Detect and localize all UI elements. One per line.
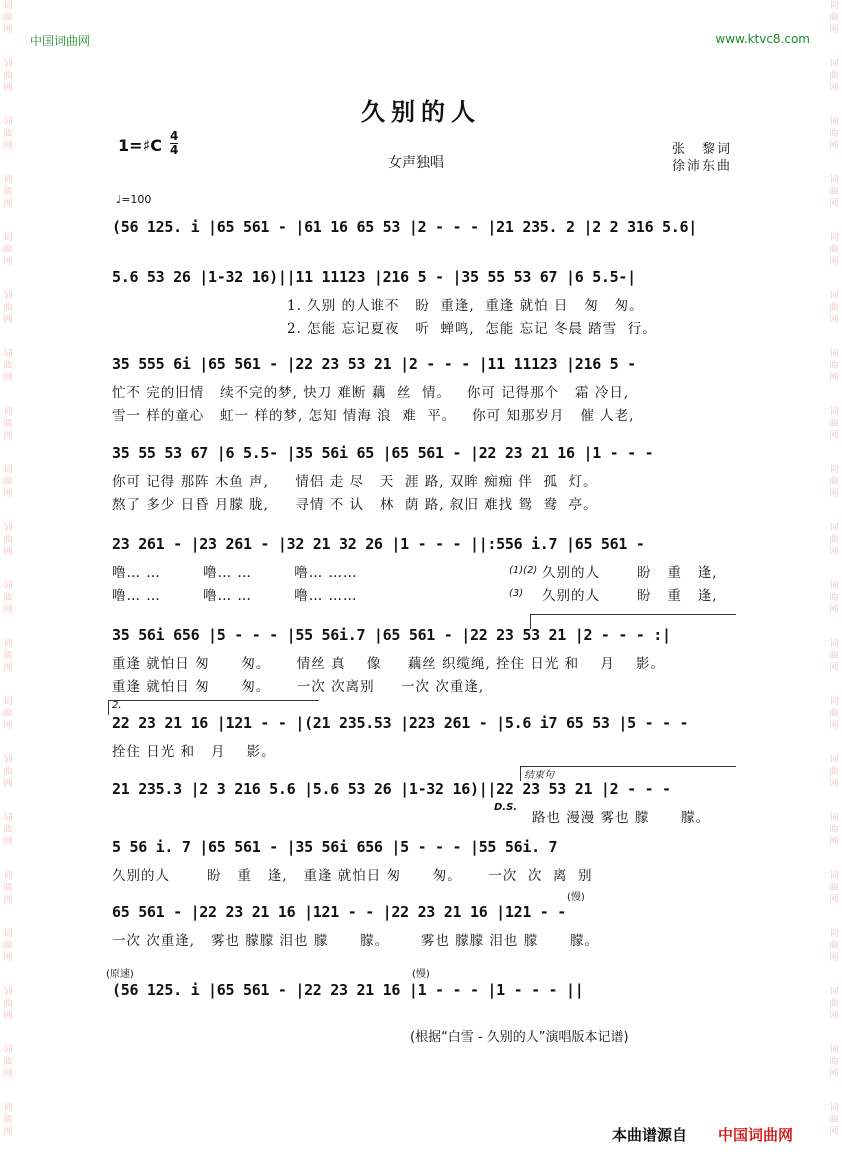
- watermark-text: 词曲网: [829, 813, 839, 847]
- watermark-text: 词曲网: [829, 697, 839, 731]
- lyric-line-7: 拴住 日光 和 月 影。: [112, 744, 276, 760]
- notes-line-3: 35 555 6i |65 561 - |22 23 53 21 |2 - - - |11 11123 |216 5 -: [112, 355, 636, 373]
- watermark-text: 词曲网: [829, 755, 839, 789]
- tempo-marking: ♩=100: [116, 193, 152, 206]
- lyric-line-8: 路也 漫漫 雾也 朦 朦。: [532, 810, 711, 826]
- notes-line-2: 5.6 53 26 |1-32 16)||11 11123 |216 5 - |35 55 53 67 |6 5.5-|: [112, 268, 636, 286]
- song-title: 久别的人: [361, 97, 481, 126]
- watermark-text: 词曲网: [3, 755, 13, 789]
- lyric-line-3-verse2: 雪一 样的童心 虹一 样的梦, 怎知 情海 浪 难 平。 你可 知那岁月 催 人老,: [112, 408, 635, 424]
- lyric-line-5-verse1: 噜… … 噜… … 噜… ……: [112, 565, 358, 581]
- watermark-text: 词曲网: [829, 581, 839, 615]
- notes-line-7: 22 23 21 16 |121 - - |(21 235.53 |223 261 - |5.6 i7 65 53 |5 - - -: [112, 714, 689, 732]
- right-watermark-strip: [826, 0, 842, 1160]
- time-signature: [170, 130, 178, 157]
- time-top: 4: [170, 129, 179, 143]
- lyric-line-6-verse1: 重逢 就怕日 匆 匆。 情丝 真 像 藕丝 织缆绳, 拴住 日光 和 月 影。: [112, 656, 665, 672]
- time-bottom: 4: [170, 143, 179, 157]
- watermark-text: 词曲网: [3, 1045, 13, 1079]
- watermark-text: 词曲网: [829, 407, 839, 441]
- watermark-text: 词曲网: [3, 581, 13, 615]
- lyric-line-4-verse1: 你可 记得 那阵 木鱼 声, 情侣 走 尽 天 涯 路, 双眸 痴痴 伴 孤 灯。: [112, 474, 598, 490]
- watermark-text: 词曲网: [829, 987, 839, 1021]
- watermark-text: 词曲网: [829, 175, 839, 209]
- notes-line-11: (56 125. i |65 561 - |22 23 21 16 |1 - - - |1 - - - ||: [112, 981, 584, 999]
- composer-credit: 徐沛东曲: [672, 159, 733, 174]
- watermark-text: 词曲网: [829, 929, 839, 963]
- coda-label: 结束句: [524, 770, 554, 781]
- watermark-text: 词曲网: [3, 465, 13, 499]
- watermark-text: 词曲网: [3, 987, 13, 1021]
- watermark-text: 词曲网: [3, 639, 13, 673]
- watermark-text: 词曲网: [3, 523, 13, 557]
- notes-line-9: 5 56 i. 7 |65 561 - |35 56i 656 |5 - - - |55 56i. 7: [112, 838, 558, 856]
- watermark-text: 词曲网: [829, 233, 839, 267]
- notes-line-1: (56 125. i |65 561 - |61 16 65 53 |2 - - - |21 235. 2 |2 2 316 5.6|: [112, 218, 697, 236]
- notes-line-8: 21 235.3 |2 3 216 5.6 |5.6 53 26 |1-32 16)||22 23 53 21 |2 - - -: [112, 780, 671, 798]
- watermark-text: 词曲网: [829, 117, 839, 151]
- notes-line-10: 65 561 - |22 23 21 16 |121 - - |22 23 21 16 |121 - -: [112, 903, 567, 921]
- lyric-line-2-verse1: 1. 久别 的人谁不 盼 重逢, 重逢 就怕 日 匆 匆。: [287, 298, 644, 314]
- watermark-text: 词曲网: [829, 523, 839, 557]
- source-brand-link[interactable]: 中国词曲网: [718, 1126, 794, 1144]
- watermark-text: 词曲网: [3, 1, 13, 35]
- watermark-text: 词曲网: [829, 291, 839, 325]
- watermark-text: 词曲网: [3, 349, 13, 383]
- notes-line-5: 23 261 - |23 261 - |32 21 32 26 |1 - - - ||:556 i.7 |65 561 -: [112, 535, 645, 553]
- dal-segno-mark: D.S.: [494, 802, 518, 813]
- verse-marker-12: (1)(2): [509, 565, 538, 576]
- watermark-text: 词曲网: [3, 59, 13, 93]
- watermark-text: 词曲网: [3, 291, 13, 325]
- notes-line-6: 35 56i 656 |5 - - - |55 56i.7 |65 561 - |22 23 53 21 |2 - - - :|: [112, 626, 671, 644]
- watermark-text: 词曲网: [3, 117, 13, 151]
- watermark-text: 词曲网: [3, 407, 13, 441]
- lyric-line-9: 久别的人 盼 重 逢, 重逢 就怕日 匆 匆。 一次 次 离 别: [112, 868, 593, 884]
- alt-lyric-1: 久别的人 盼 重 逢,: [542, 565, 718, 581]
- watermark-text: 词曲网: [3, 813, 13, 847]
- lyric-line-4-verse2: 熬了 多少 日昏 月朦 胧, 寻情 不 认 林 荫 路, 叙旧 难找 鸳 鸯 亭。: [112, 497, 598, 513]
- alt-lyric-2: 久别的人 盼 重 逢,: [542, 588, 718, 604]
- slow-marking-2: (慢): [412, 969, 430, 980]
- watermark-text: 词曲网: [829, 1103, 839, 1137]
- watermark-text: 词曲网: [3, 175, 13, 209]
- site-name-link[interactable]: 中国词曲网: [30, 34, 91, 48]
- volta-2-label: 2.: [112, 700, 122, 711]
- source-label: 本曲谱源自: [612, 1126, 688, 1144]
- watermark-text: 词曲网: [829, 871, 839, 905]
- lyric-line-3-verse1: 忙不 完的旧情 续不完的梦, 快刀 难断 藕 丝 情。 你可 记得那个 霜 冷日,: [112, 385, 630, 401]
- lyricist-credit: 张 黎词: [672, 142, 733, 157]
- watermark-text: 词曲网: [3, 929, 13, 963]
- verse-marker-3: (3): [509, 588, 524, 599]
- left-watermark-strip: [0, 0, 16, 1160]
- watermark-text: 词曲网: [829, 1, 839, 35]
- watermark-text: 词曲网: [3, 233, 13, 267]
- watermark-text: 词曲网: [3, 697, 13, 731]
- watermark-text: 词曲网: [829, 639, 839, 673]
- watermark-text: 词曲网: [829, 1045, 839, 1079]
- original-tempo-marking: (原速): [106, 969, 134, 980]
- key-signature: 1=♯C: [118, 136, 163, 155]
- slow-marking-1: (慢): [567, 892, 585, 903]
- notes-line-4: 35 55 53 67 |6 5.5- |35 56i 65 |65 561 - |22 23 21 16 |1 - - -: [112, 444, 654, 462]
- lyric-line-2-verse2: 2. 怎能 忘记夏夜 听 蝉鸣, 怎能 忘记 冬晨 踏雪 行。: [287, 321, 657, 337]
- volta-2-bracket: [108, 700, 319, 715]
- transcription-note: (根据“白雪 - 久别的人”演唱版本记谱): [410, 1030, 629, 1045]
- lyric-line-6-verse2: 重逢 就怕日 匆 匆。 一次 次离别 一次 次重逢,: [112, 679, 485, 695]
- lyric-line-10: 一次 次重逢, 雾也 朦朦 泪也 朦 朦。 雾也 朦朦 泪也 朦 朦。: [112, 933, 599, 949]
- watermark-text: 词曲网: [829, 349, 839, 383]
- site-url-link[interactable]: www.ktvc8.com: [715, 32, 810, 46]
- watermark-text: 词曲网: [3, 1103, 13, 1137]
- watermark-text: 词曲网: [3, 871, 13, 905]
- performance-type: 女声独唱: [388, 155, 444, 171]
- watermark-text: 词曲网: [829, 465, 839, 499]
- lyric-line-5-verse2: 噜… … 噜… … 噜… ……: [112, 588, 358, 604]
- watermark-text: 词曲网: [829, 59, 839, 93]
